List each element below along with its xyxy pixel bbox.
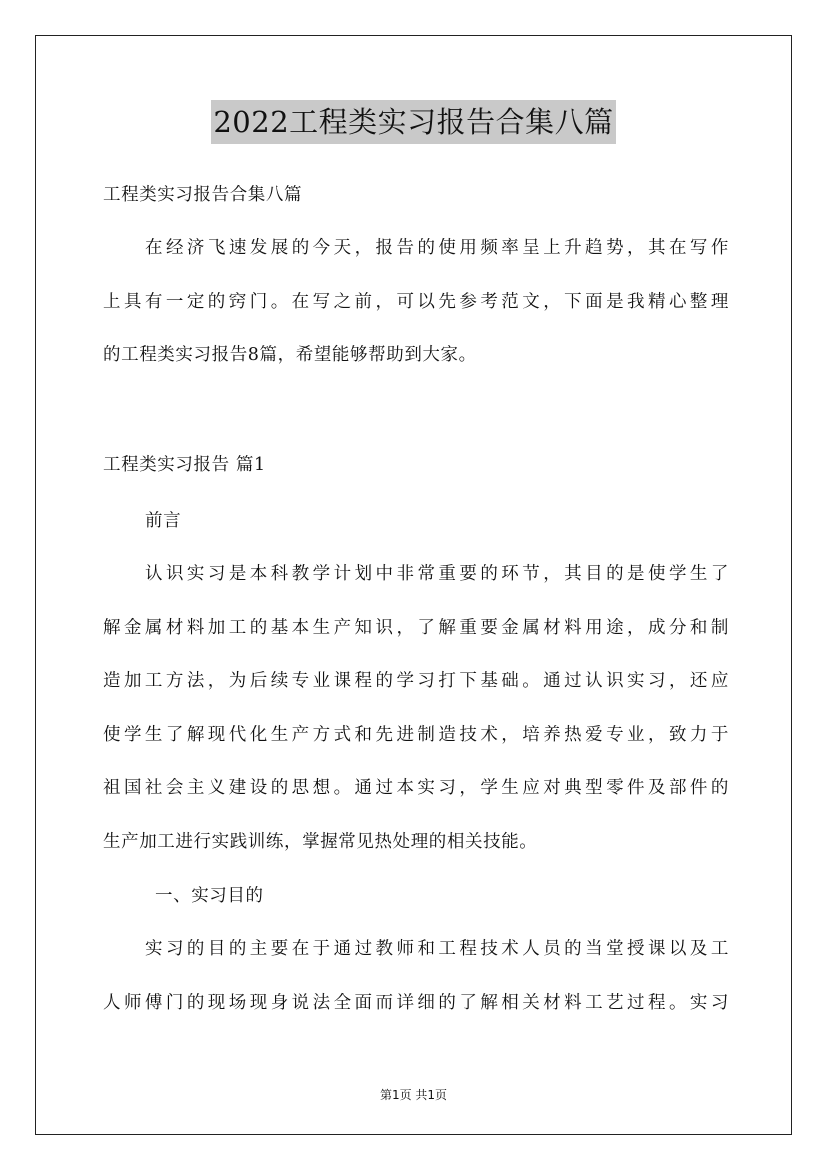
intro-line-3: 的工程类实习报告8篇，希望能够帮助到大家。 bbox=[103, 345, 477, 365]
section-heading: 工程类实习报告 篇1 bbox=[103, 455, 266, 475]
purpose-heading: 一、实习目的 bbox=[155, 886, 264, 906]
preface-line-2: 解金属材料加工的基本生产知识，了解重要金属材料用途，成分和制 bbox=[103, 618, 729, 638]
document-title: 2022工程类实习报告合集八篇 bbox=[211, 100, 615, 144]
preface-line-1: 认识实习是本科教学计划中非常重要的环节，其目的是使学生了 bbox=[145, 564, 729, 584]
purpose-line-2: 人师傅门的现场现身说法全面而详细的了解相关材料工艺过程。实习 bbox=[103, 993, 729, 1013]
intro-line-2: 上具有一定的窍门。在写之前，可以先参考范文，下面是我精心整理 bbox=[103, 292, 729, 312]
page-footer: 第1页 共1页 bbox=[379, 1088, 448, 1102]
preface-line-6: 生产加工进行实践训练，掌握常见热处理的相关技能。 bbox=[103, 832, 538, 852]
preface-line-3: 造加工方法，为后续专业课程的学习打下基础。通过认识实习，还应 bbox=[103, 671, 729, 691]
preface-label: 前言 bbox=[145, 511, 182, 531]
preface-line-5: 祖国社会主义建设的思想。通过本实习，学生应对典型零件及部件的 bbox=[103, 778, 729, 798]
document-subtitle: 工程类实习报告合集八篇 bbox=[103, 185, 303, 205]
document-title-wrap bbox=[0, 100, 827, 144]
preface-line-4: 使学生了解现代化生产方式和先进制造技术，培养热爱专业，致力于 bbox=[103, 725, 729, 745]
purpose-line-1: 实习的目的主要在于通过教师和工程技术人员的当堂授课以及工 bbox=[145, 939, 729, 959]
intro-line-1: 在经济飞速发展的今天，报告的使用频率呈上升趋势，其在写作 bbox=[145, 238, 729, 258]
